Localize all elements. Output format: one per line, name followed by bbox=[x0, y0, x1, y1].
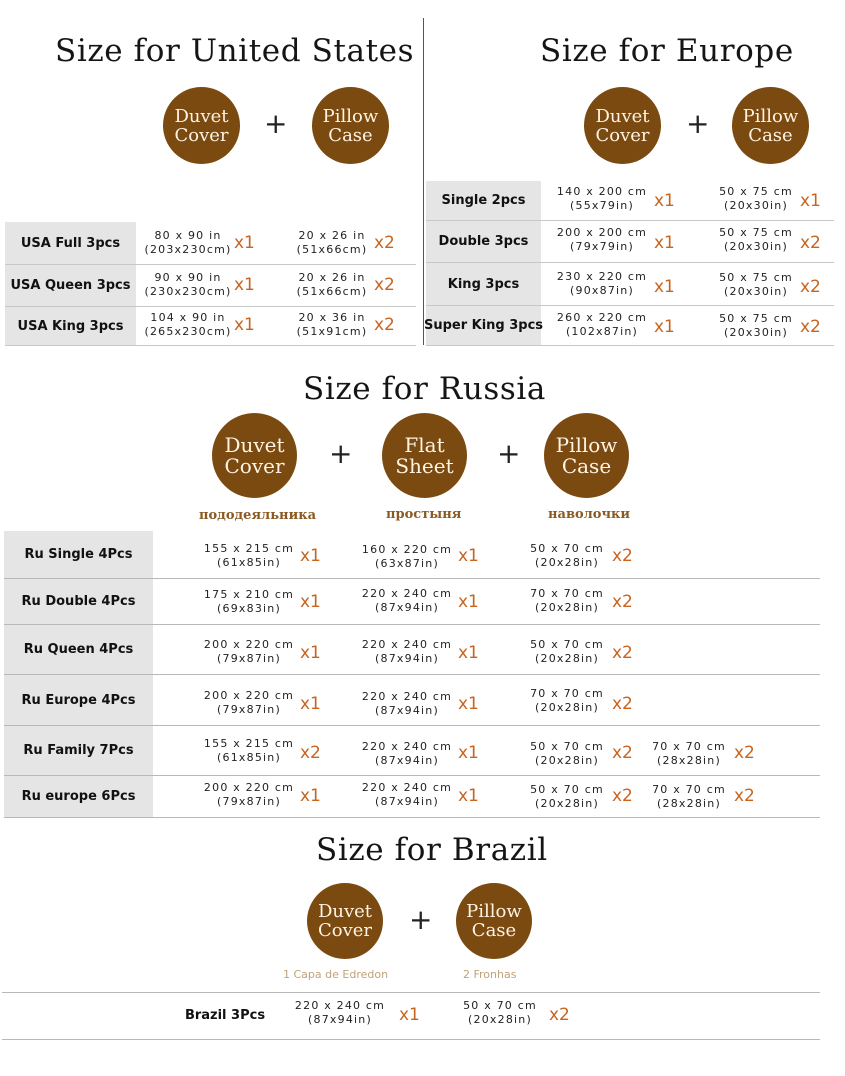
duvet-size: 140 x 200 cm (55x79in) bbox=[556, 185, 648, 212]
pillow-size: 50 x 75 cm (20x30in) bbox=[719, 271, 793, 298]
pillow-size: 50 x 70 cm (20x28in) bbox=[530, 783, 604, 810]
duvet-qty: x1 bbox=[654, 317, 675, 337]
br-duvet-cover-badge bbox=[307, 883, 383, 959]
duvet-qty: x1 bbox=[300, 694, 321, 714]
us-pillow-case-badge bbox=[312, 87, 389, 164]
pillow-qty: x2 bbox=[612, 694, 633, 714]
br-duvet-line1: Duvet bbox=[317, 901, 373, 922]
sheet-size: 220 x 240 cm (87x94in) bbox=[361, 638, 453, 665]
plus-icon: + bbox=[329, 437, 353, 470]
eu-duvet-cover-badge bbox=[584, 87, 661, 164]
duvet-size: 200 x 220 cm (79x87in) bbox=[203, 638, 295, 665]
ru-section-title: Size for Russia bbox=[303, 371, 547, 407]
pillow-size: 50 x 75 cm (20x30in) bbox=[719, 185, 793, 212]
duvet-size: 260 x 220 cm (102x87in) bbox=[556, 311, 648, 338]
duvet-size: 200 x 220 cm (79x87in) bbox=[203, 689, 295, 716]
row-label: USA Queen 3pcs bbox=[5, 265, 136, 306]
duvet-size: 230 x 220 cm (90x87in) bbox=[556, 270, 648, 297]
plus-icon: + bbox=[409, 903, 433, 936]
ru-sheet-line1: Flat bbox=[404, 432, 445, 457]
ru-duvet-caption: пододеяльника bbox=[199, 508, 317, 523]
duvet-size: 155 x 215 cm (61x85in) bbox=[203, 542, 295, 569]
pillow2-size: 70 x 70 cm (28x28in) bbox=[652, 740, 726, 767]
duvet-qty: x1 bbox=[399, 1005, 420, 1025]
br-pillow-case-badge bbox=[456, 883, 532, 959]
pillow-size: 50 x 70 cm (20x28in) bbox=[530, 740, 604, 767]
eu-section-title: Size for Europe bbox=[540, 33, 794, 69]
br-pillow-line1: Pillow bbox=[466, 901, 522, 922]
sheet-qty: x1 bbox=[458, 643, 479, 663]
section-divider bbox=[423, 18, 424, 345]
pillow-size: 50 x 75 cm (20x30in) bbox=[719, 226, 793, 253]
duvet-qty: x1 bbox=[300, 592, 321, 612]
row-label: Single 2pcs bbox=[426, 181, 541, 220]
row-label: USA King 3pcs bbox=[5, 307, 136, 345]
row-divider bbox=[4, 817, 820, 818]
sheet-size: 220 x 240 cm (87x94in) bbox=[361, 740, 453, 767]
row-divider bbox=[5, 345, 416, 346]
duvet-size: 220 x 240 cm (87x94in) bbox=[294, 999, 386, 1026]
pillow-size: 70 x 70 cm (20x28in) bbox=[530, 587, 604, 614]
row-divider bbox=[426, 345, 834, 346]
row-label: Ru Double 4Pcs bbox=[4, 579, 153, 624]
ru-duvet-line1: Duvet bbox=[224, 432, 285, 457]
pillow-size: 50 x 70 cm (20x28in) bbox=[530, 542, 604, 569]
pillow-qty: x2 bbox=[374, 233, 395, 253]
br-pillow-line2: Case bbox=[471, 920, 517, 941]
row-label: Ru Queen 4Pcs bbox=[4, 625, 153, 674]
eu-pillow-line1: Pillow bbox=[742, 105, 799, 127]
pillow-qty: x1 bbox=[800, 191, 821, 211]
eu-pillow-case-badge bbox=[732, 87, 809, 164]
pillow-qty: x2 bbox=[612, 786, 633, 806]
duvet-qty: x1 bbox=[234, 233, 255, 253]
pillow-qty: x2 bbox=[800, 317, 821, 337]
row-divider bbox=[2, 992, 820, 993]
ru-pillow-line2: Case bbox=[561, 453, 612, 478]
pillow-qty: x2 bbox=[612, 643, 633, 663]
ru-sheet-caption: простыня bbox=[386, 507, 462, 522]
pillow-size: 20 x 36 in (51x91cm) bbox=[296, 311, 368, 338]
duvet-qty: x1 bbox=[300, 786, 321, 806]
pillow-qty: x2 bbox=[374, 315, 395, 335]
sheet-size: 160 x 220 cm (63x87in) bbox=[361, 543, 453, 570]
duvet-qty: x1 bbox=[300, 546, 321, 566]
eu-pillow-line2: Case bbox=[748, 124, 793, 146]
pillow-qty: x2 bbox=[612, 546, 633, 566]
duvet-qty: x2 bbox=[300, 743, 321, 763]
pillow-size: 70 x 70 cm (20x28in) bbox=[530, 687, 604, 714]
duvet-size: 80 x 90 in (203x230cm) bbox=[144, 229, 232, 256]
eu-duvet-line2: Cover bbox=[595, 124, 650, 146]
pillow-qty: x2 bbox=[800, 277, 821, 297]
row-label: USA Full 3pcs bbox=[5, 222, 136, 264]
row-label: King 3pcs bbox=[426, 263, 541, 305]
us-pillow-line1: Pillow bbox=[322, 105, 379, 127]
pillow2-size: 70 x 70 cm (28x28in) bbox=[652, 783, 726, 810]
ru-duvet-cover-badge bbox=[212, 413, 297, 498]
duvet-qty: x1 bbox=[654, 233, 675, 253]
duvet-size: 90 x 90 in (230x230cm) bbox=[144, 271, 232, 298]
us-duvet-line2: Cover bbox=[174, 124, 229, 146]
pillow-qty: x2 bbox=[374, 275, 395, 295]
duvet-size: 155 x 215 cm (61x85in) bbox=[203, 737, 295, 764]
duvet-size: 200 x 220 cm (79x87in) bbox=[203, 781, 295, 808]
sheet-qty: x1 bbox=[458, 743, 479, 763]
duvet-qty: x1 bbox=[300, 643, 321, 663]
ru-flat-sheet-badge bbox=[382, 413, 467, 498]
pillow-qty: x2 bbox=[612, 743, 633, 763]
sheet-qty: x1 bbox=[458, 786, 479, 806]
duvet-qty: x1 bbox=[654, 277, 675, 297]
br-pillow-caption: 2 Fronhas bbox=[463, 968, 517, 981]
pillow2-qty: x2 bbox=[734, 786, 755, 806]
ru-pillow-caption: наволочки bbox=[548, 507, 631, 522]
duvet-size: 175 x 210 cm (69x83in) bbox=[203, 588, 295, 615]
row-label: Double 3pcs bbox=[426, 221, 541, 262]
br-duvet-line2: Cover bbox=[317, 920, 373, 941]
row-label: Ru Family 7Pcs bbox=[4, 726, 153, 775]
plus-icon: + bbox=[497, 437, 521, 470]
duvet-size: 104 x 90 in (265x230cm) bbox=[144, 311, 232, 338]
sheet-qty: x1 bbox=[458, 592, 479, 612]
plus-icon: + bbox=[264, 107, 288, 140]
us-pillow-line2: Case bbox=[328, 124, 373, 146]
row-divider bbox=[2, 1039, 820, 1040]
pillow-size: 50 x 70 cm (20x28in) bbox=[530, 638, 604, 665]
row-label: Ru europe 6Pcs bbox=[4, 776, 153, 817]
row-label: Super King 3pcs bbox=[426, 306, 541, 345]
pillow-qty: x2 bbox=[549, 1005, 570, 1025]
sheet-size: 220 x 240 cm (87x94in) bbox=[361, 781, 453, 808]
row-label: Ru Single 4Pcs bbox=[4, 531, 153, 578]
ru-duvet-line2: Cover bbox=[224, 453, 285, 478]
us-section-title: Size for United States bbox=[55, 33, 415, 69]
pillow-size: 50 x 70 cm (20x28in) bbox=[463, 999, 537, 1026]
sheet-size: 220 x 240 cm (87x94in) bbox=[361, 587, 453, 614]
us-duvet-cover-badge bbox=[163, 87, 240, 164]
duvet-qty: x1 bbox=[654, 191, 675, 211]
sheet-size: 220 x 240 cm (87x94in) bbox=[361, 690, 453, 717]
row-label: Ru Europe 4Pcs bbox=[4, 675, 153, 725]
plus-icon: + bbox=[686, 107, 710, 140]
us-duvet-line1: Duvet bbox=[174, 105, 229, 127]
ru-sheet-line2: Sheet bbox=[395, 453, 454, 478]
pillow-qty: x2 bbox=[612, 592, 633, 612]
ru-pillow-case-badge bbox=[544, 413, 629, 498]
br-section-title: Size for Brazil bbox=[316, 832, 548, 868]
duvet-qty: x1 bbox=[234, 275, 255, 295]
duvet-size: 200 x 200 cm (79x79in) bbox=[556, 226, 648, 253]
eu-duvet-line1: Duvet bbox=[595, 105, 650, 127]
sheet-qty: x1 bbox=[458, 694, 479, 714]
pillow2-qty: x2 bbox=[734, 743, 755, 763]
ru-pillow-line1: Pillow bbox=[555, 432, 618, 457]
row-label: Brazil 3Pcs bbox=[184, 1007, 266, 1023]
pillow-qty: x2 bbox=[800, 233, 821, 253]
duvet-qty: x1 bbox=[234, 315, 255, 335]
br-duvet-caption: 1 Capa de Edredon bbox=[283, 968, 389, 981]
pillow-size: 20 x 26 in (51x66cm) bbox=[296, 229, 368, 256]
sheet-qty: x1 bbox=[458, 546, 479, 566]
pillow-size: 20 x 26 in (51x66cm) bbox=[296, 271, 368, 298]
pillow-size: 50 x 75 cm (20x30in) bbox=[719, 312, 793, 339]
